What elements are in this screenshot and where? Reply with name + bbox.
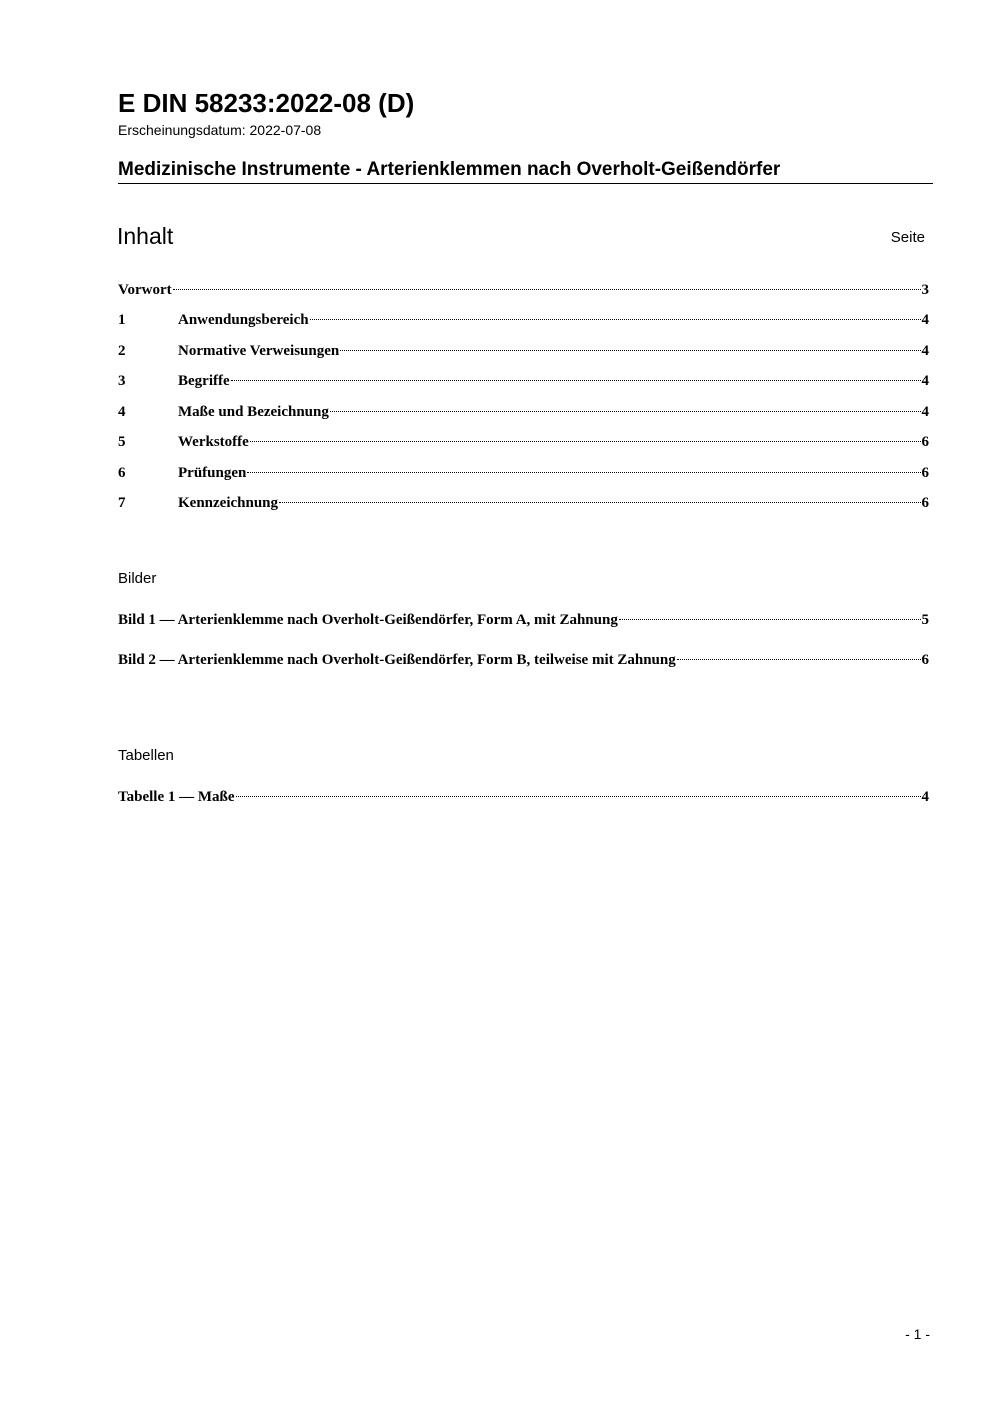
figures-heading: Bilder [118, 570, 157, 587]
dot-leader [250, 441, 921, 442]
publication-date: Erscheinungsdatum: 2022-07-08 [118, 122, 322, 138]
document-title: Medizinische Instrumente - Arterienklemmen nach Overholt-Geißendörfer [118, 158, 933, 184]
toc-entry-number: 1 [118, 312, 126, 328]
toc-entry-number: 4 [118, 404, 126, 420]
toc-entry-label: Werkstoffe [178, 434, 249, 450]
toc-entry-page: 3 [921, 282, 929, 298]
toc-entry-number: 2 [118, 343, 126, 359]
tables-heading: Tabellen [118, 747, 174, 764]
toc-entry-number: 7 [118, 495, 126, 511]
figure-entry-page: 5 [921, 612, 929, 628]
dot-leader [231, 380, 921, 381]
toc-entry-label: Begriffe [178, 373, 230, 389]
page-column-label: Seite [890, 229, 925, 246]
toc-entry-number: 6 [118, 465, 126, 481]
dot-leader [236, 796, 921, 797]
dot-leader [677, 659, 921, 660]
toc-entry-page: 6 [921, 434, 929, 450]
dot-leader [340, 350, 920, 351]
toc-entry-number: 3 [118, 373, 126, 389]
document-id: E DIN 58233:2022-08 (D) [118, 88, 415, 118]
toc-entry-page: 4 [921, 404, 929, 420]
toc-entry-7[interactable] [118, 493, 929, 513]
figure-entry-label: Bild 2 — Arterienklemme nach Overholt-Geißendörfer, Form B, teilweise mit Zahnung [118, 652, 676, 668]
toc-entry-page: 4 [921, 312, 929, 328]
toc-entry-number: 5 [118, 434, 126, 450]
toc-entry-vorwort[interactable] [118, 280, 929, 300]
toc-entry-2[interactable] [118, 341, 929, 361]
toc-entry-label: Vorwort [118, 282, 172, 298]
toc-entry-page: 6 [921, 465, 929, 481]
toc-entry-6[interactable] [118, 463, 929, 483]
toc-entry-page: 4 [921, 343, 929, 359]
toc-entry-label: Normative Verweisungen [178, 343, 340, 359]
toc-entry-page: 6 [921, 495, 929, 511]
toc-entry-label: Maße und Bezeichnung [178, 404, 329, 420]
dot-leader [247, 472, 920, 473]
toc-entry-3[interactable] [118, 371, 929, 391]
dot-leader [279, 502, 920, 503]
table-entry-label: Tabelle 1 — Maße [118, 789, 235, 805]
table-entry-page: 4 [921, 789, 929, 805]
figure-entry-1[interactable] [118, 610, 929, 630]
table-entry-1[interactable] [118, 787, 929, 807]
figure-entry-label: Bild 1 — Arterienklemme nach Overholt-Geißendörfer, Form A, mit Zahnung [118, 612, 618, 628]
dot-leader [173, 289, 921, 290]
figure-entry-page: 6 [921, 652, 929, 668]
toc-entry-5[interactable] [118, 432, 929, 452]
figure-entry-2[interactable] [118, 650, 929, 670]
dot-leader [619, 619, 921, 620]
dot-leader [330, 411, 921, 412]
toc-entry-label: Anwendungsbereich [178, 312, 309, 328]
toc-entry-label: Prüfungen [178, 465, 247, 481]
toc-heading: Inhalt [117, 223, 174, 249]
toc-entry-page: 4 [921, 373, 929, 389]
page-number: - 1 - [905, 1326, 930, 1342]
toc-entry-4[interactable] [118, 402, 929, 422]
toc-entry-label: Kennzeichnung [178, 495, 279, 511]
toc-entry-1[interactable] [118, 310, 929, 330]
dot-leader [310, 319, 921, 320]
